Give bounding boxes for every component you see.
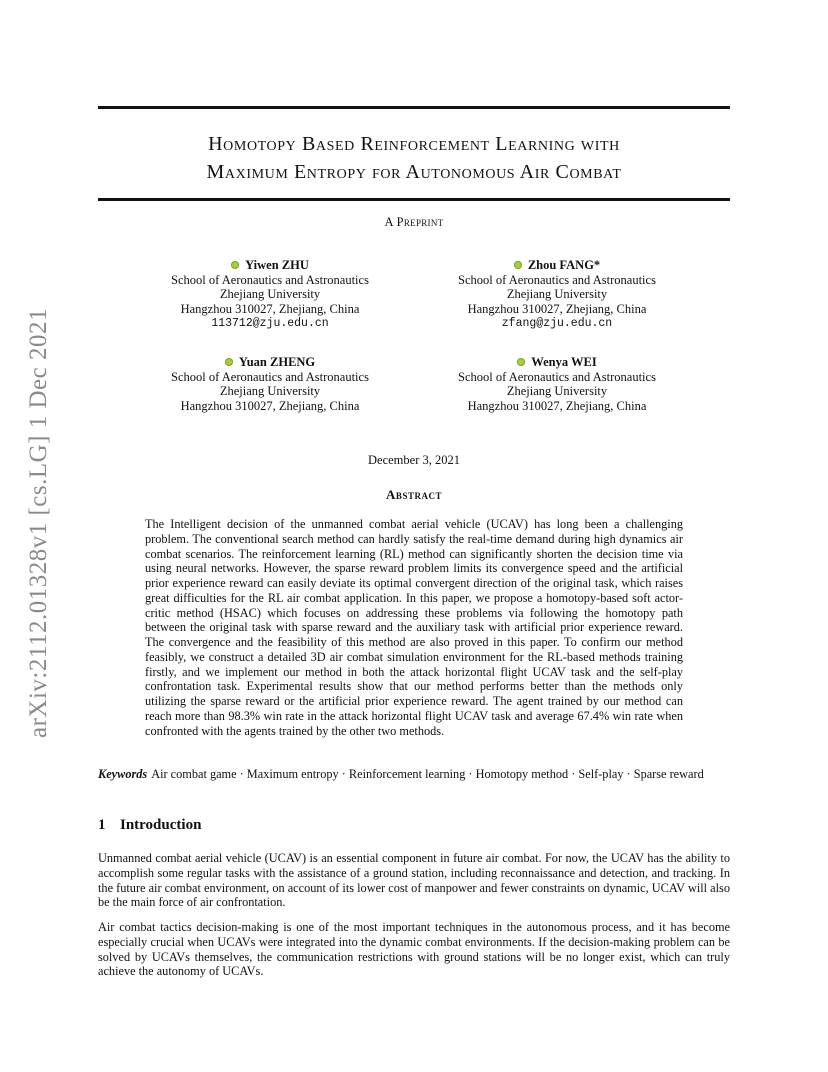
title-rule-top: [98, 106, 730, 109]
author-university: Zhejiang University: [506, 384, 608, 399]
paper-title-line-2: Maximum Entropy for Autonomous Air Combat: [206, 161, 622, 183]
author-name: Zhou FANG*: [407, 258, 707, 273]
abstract-heading: Abstract: [386, 487, 442, 502]
orcid-icon[interactable]: [225, 358, 233, 366]
author-email[interactable]: zfang@zju.edu.cn: [501, 316, 613, 330]
author-block-1: [120, 258, 420, 332]
keywords: [98, 767, 730, 782]
introduction-paragraph-1: Unmanned combat aerial vehicle (UCAV) is an essential component in future air combat. For now, the UCAV has the ability to accomplish some regular tasks with the assistance of a ground station, including reconnaissance and detection, and tracking. In the future air combat environment, on account of its lower cost of manpower and fewer constraints on dynamic, UCAV will also be the main force of air confrontation.: [98, 851, 730, 910]
author-email[interactable]: 113712@zju.edu.cn: [211, 316, 329, 330]
author-university: Zhejiang University: [219, 287, 321, 302]
keywords-text: Air combat game · Maximum entropy · Reinforcement learning · Homotopy method · Self-play · Sparse reward: [151, 767, 704, 781]
title-rule-bottom: [98, 198, 730, 201]
author-name: Yuan ZHENG: [120, 355, 420, 370]
author-affiliation: School of Aeronautics and Astronautics: [171, 369, 369, 384]
author-block-2: [407, 258, 707, 332]
orcid-icon[interactable]: [514, 261, 522, 269]
arxiv-identifier-sidebar: [17, 293, 61, 753]
paper-title-line-1: Homotopy Based Reinforcement Learning with: [208, 133, 620, 155]
introduction-paragraph-2: Air combat tactics decision-making is one of the most important techniques in the autonomous process, and it has become especially crucial when UCAVs were integrated into the dynamic combat environments. If the decision-making problem can be solved by UCAVs themselves, the communication restrictions with ground stations will be no longer exist, which can truly achieve the autonomy of UCAVs.: [98, 920, 730, 979]
author-address: Hangzhou 310027, Zhejiang, China: [467, 302, 647, 317]
orcid-icon[interactable]: [231, 261, 239, 269]
author-name: Wenya WEI: [407, 355, 707, 370]
section-number: 1: [98, 817, 106, 833]
author-address: Hangzhou 310027, Zhejiang, China: [467, 399, 647, 414]
author-block-4: [407, 355, 707, 414]
section-title: Introduction: [120, 817, 202, 833]
author-affiliation: School of Aeronautics and Astronautics: [458, 369, 656, 384]
author-name: Yiwen ZHU: [120, 258, 420, 273]
author-address: Hangzhou 310027, Zhejiang, China: [180, 302, 360, 317]
arxiv-identifier: arXiv:2112.01328v1 [cs.LG] 1 Dec 2021: [25, 308, 52, 738]
author-affiliation: School of Aeronautics and Astronautics: [458, 272, 656, 287]
author-university: Zhejiang University: [219, 384, 321, 399]
orcid-icon[interactable]: [517, 358, 525, 366]
publication-date: December 3, 2021: [368, 453, 460, 467]
author-affiliation: School of Aeronautics and Astronautics: [171, 272, 369, 287]
abstract-text: The Intelligent decision of the unmanned combat aerial vehicle (UCAV) has long been a challenging problem. The conventional search method can hardly satisfy the real-time demand during high dynamics air combat scenarios. The reinforcement learning (RL) method can significantly shorten the decision time via using neural networks. However, the sparse reward problem limits its convergence speed and the artificial prior experience reward can easily deviate its optimal convergent direction of the original task, which raises great difficulties for the RL air combat application. In this paper, we propose a homotopy-based soft actor-critic method (HSAC) which focuses on addressing these problems via following the homotopy path between the original task with sparse reward and the auxiliary task with artificial prior experience reward. The convergence and the feasibility of this method are also proved in this paper. To confirm our method feasibly, we construct a detailed 3D air combat simulation environment for the RL-based methods training firstly, and we implement our method in both the attack horizontal flight UCAV task and the self-play confrontation task. Experimental results show that our method performs better than the methods only utilizing the sparse reward or the artificial prior experience reward. The agent trained by our method can reach more than 98.3% win rate in the attack horizontal flight UCAV task and average 67.4% win rate when confronted with the agents trained by the other two methods.: [145, 517, 683, 738]
section-heading-introduction: [98, 817, 201, 834]
author-block-3: [120, 355, 420, 414]
keywords-label: Keywords: [98, 767, 148, 781]
paper-title: [98, 130, 730, 186]
author-address: Hangzhou 310027, Zhejiang, China: [180, 399, 360, 414]
author-university: Zhejiang University: [506, 287, 608, 302]
preprint-label: A Preprint: [384, 215, 444, 229]
